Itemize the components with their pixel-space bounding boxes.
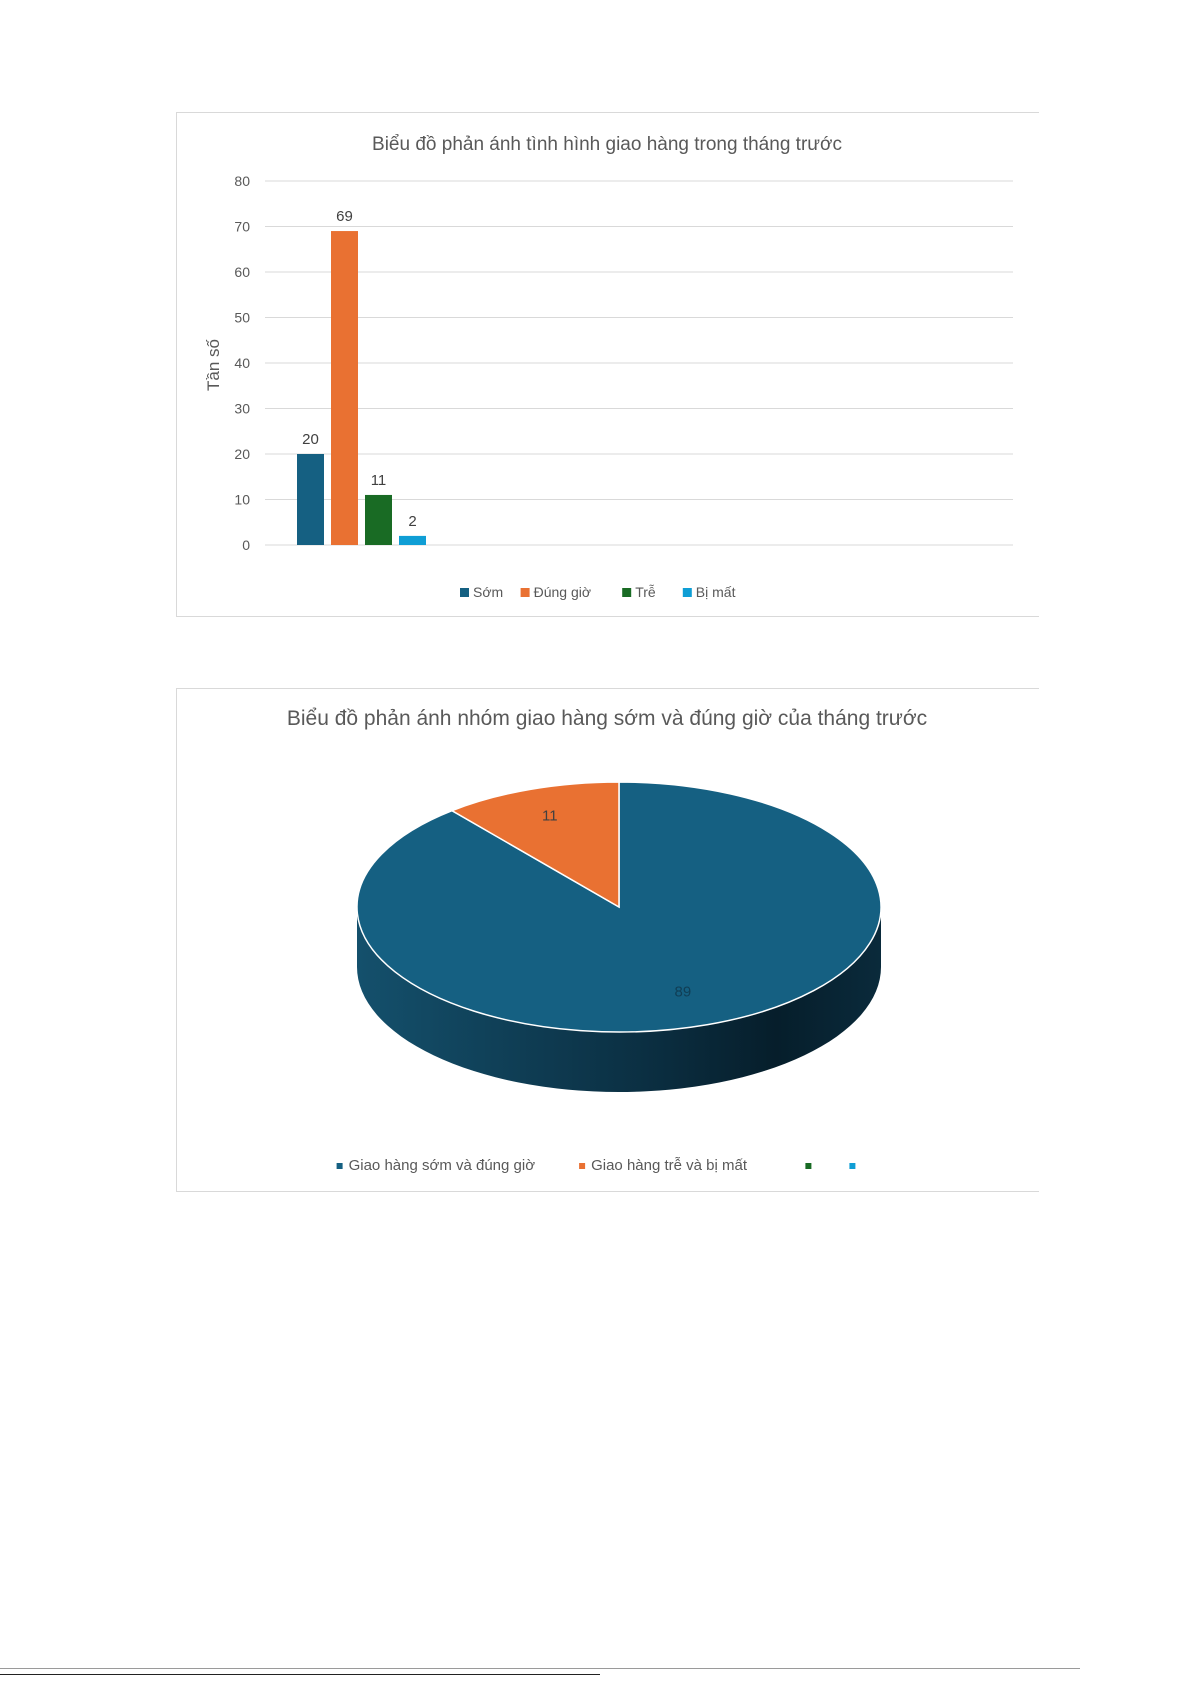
legend-label: Bị mất bbox=[695, 584, 736, 600]
pie-data-label: 89 bbox=[674, 983, 692, 1001]
bar-data-label: 2 bbox=[408, 512, 417, 530]
bar-1 bbox=[331, 231, 358, 545]
bar-2 bbox=[365, 495, 392, 545]
legend-label: Sớm bbox=[473, 584, 504, 600]
legend-swatch bbox=[849, 1163, 855, 1169]
bar-3 bbox=[399, 536, 426, 545]
bar-data-label: 11 bbox=[370, 471, 387, 489]
y-tick-label: 20 bbox=[234, 446, 250, 462]
legend-swatch bbox=[622, 588, 631, 597]
pie-data-label: 11 bbox=[541, 807, 558, 825]
y-tick-label: 0 bbox=[242, 537, 250, 553]
pie-chart-container bbox=[176, 688, 1039, 1192]
y-tick-label: 30 bbox=[234, 400, 250, 417]
y-tick-label: 80 bbox=[234, 173, 250, 189]
legend-swatch bbox=[521, 588, 530, 597]
y-axis-label: Tần số bbox=[204, 339, 223, 391]
pie-chart-title: Biểu đồ phản ánh nhóm giao hàng sớm và đúng giờ của tháng trước bbox=[286, 707, 928, 730]
bar-chart-title: Biểu đồ phản ánh tình hình giao hàng trong tháng trước bbox=[372, 134, 842, 155]
bar-chart bbox=[177, 113, 1039, 616]
legend-label: Giao hàng trễ và bị mất bbox=[591, 1157, 748, 1174]
legend-label: Giao hàng sớm và đúng giờ bbox=[348, 1157, 536, 1174]
bar-0 bbox=[297, 454, 324, 545]
bar-data-label: 20 bbox=[302, 431, 319, 448]
footer-rule-short bbox=[0, 1674, 600, 1675]
bar-chart-container bbox=[176, 112, 1039, 617]
legend-label: Trễ bbox=[635, 584, 656, 600]
y-tick-label: 50 bbox=[234, 309, 250, 326]
legend-swatch bbox=[460, 588, 469, 597]
legend-label: Đúng giờ bbox=[533, 584, 592, 600]
footer-rule-long bbox=[0, 1668, 1080, 1669]
legend-swatch bbox=[579, 1163, 585, 1169]
legend-swatch bbox=[683, 588, 692, 597]
bar-data-label: 69 bbox=[336, 208, 353, 226]
pie-chart bbox=[177, 689, 1039, 1191]
legend-swatch bbox=[337, 1163, 343, 1169]
y-tick-label: 10 bbox=[234, 491, 250, 508]
y-tick-label: 70 bbox=[234, 218, 250, 235]
y-tick-label: 40 bbox=[234, 355, 250, 371]
legend-swatch bbox=[805, 1163, 811, 1169]
y-tick-label: 60 bbox=[234, 264, 250, 280]
